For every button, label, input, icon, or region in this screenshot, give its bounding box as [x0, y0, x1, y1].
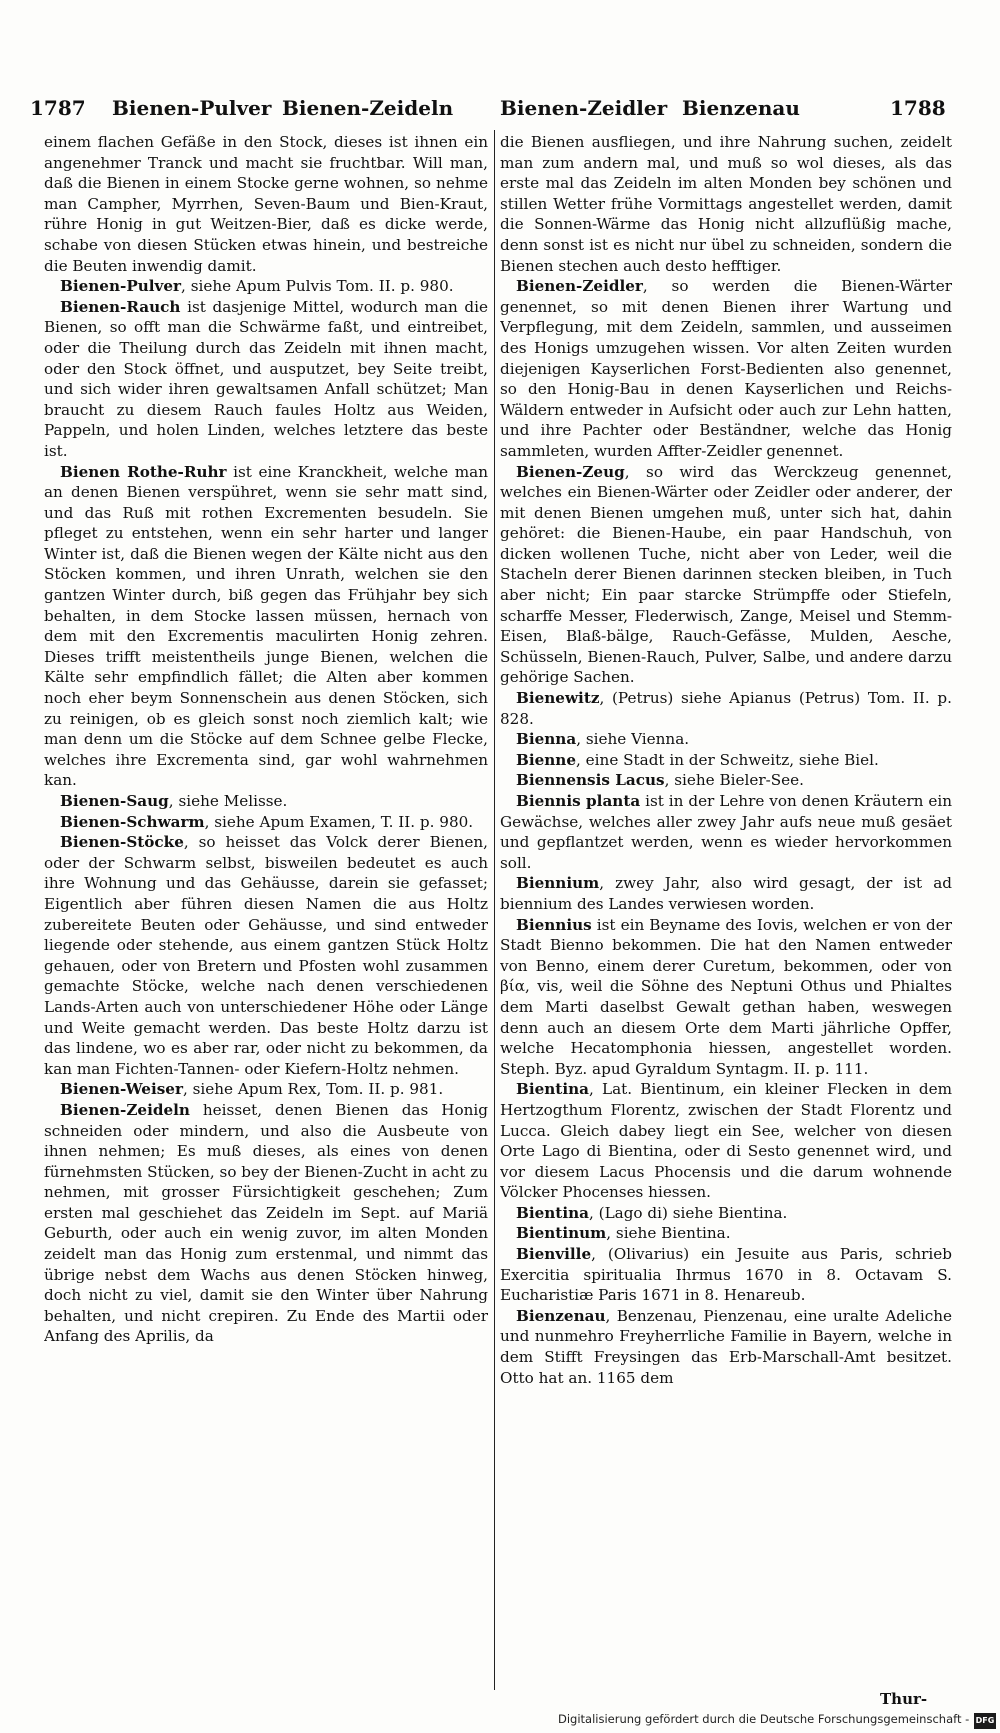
entry-lemma: Biennium — [516, 874, 600, 893]
entry-text: die Bienen ausfliegen, und ihre Nahrung suchen, zeidelt man zum andern mal, und muß so wol dieses, als das erste mal das Zeideln im alten Monden bey schönen und stillen Wetter frühe Vormittags angestellet werden, damit die Sonnen-Wärme das Honig nicht allzuflüßig mache, denn sonst ist es nicht nur übel zu schneiden, sondern die Bienen stechen auch desto hefftiger. — [500, 133, 952, 275]
right-text-column — [500, 132, 952, 1677]
dictionary-entry — [500, 276, 952, 461]
entry-lemma: Bienen-Zeideln — [60, 1100, 190, 1119]
entry-lemma: Bienen-Stöcke — [60, 833, 184, 852]
entry-lemma: Bienville — [516, 1245, 592, 1264]
digitization-credit: Digitalisierung gefördert durch die Deutsche Forschungsgemeinschaft - — [558, 1712, 970, 1726]
dictionary-entry — [500, 873, 952, 914]
dictionary-entry — [500, 1203, 952, 1224]
entry-text: einem flachen Gefäße in den Stock, dieses ist ihnen ein angenehmer Tranck und macht sie fruchtbar. Will man, daß die Bienen in einem Stocke gerne wohnen, so nehme man Campher, Myrrhen, Seven-Baum und Bien-Kraut, rühre Honig in gut Weitzen-Bier, daß es dicke werde, schabe von diesen Stücken etwas hinein, und bestreiche die Beuten inwendig damit. — [44, 133, 488, 275]
dictionary-entry — [44, 1100, 488, 1347]
entry-text: , siehe Vienna. — [576, 730, 690, 749]
entry-lemma: Biennius — [516, 915, 592, 934]
entry-lemma: Biennensis Lacus — [516, 771, 665, 790]
entry-text: , (Petrus) siehe Apianus (Petrus) Tom. II. p. 828. — [500, 689, 952, 728]
entry-lemma: Bientina — [516, 1080, 589, 1099]
entry-text: , siehe Bientina. — [606, 1224, 731, 1243]
dictionary-entry — [44, 297, 488, 462]
column-divider — [494, 130, 495, 1690]
dictionary-entry — [44, 791, 488, 812]
dictionary-entry — [44, 462, 488, 792]
entry-lemma: Bienewitz — [516, 689, 600, 708]
entry-text: , so heisset das Volck derer Bienen, oder der Schwarm selbst, bisweilen bedeutet es auch ihre Wohnung und das Gehäusse, darein sie gefasset; Eigentlich aber führen diesen Namen die aus Holtz zubereitete Beuten oder Gehäusse, und sind entweder liegende oder stehende, aus einem gantzen Stück Holtz gehauen, oder von Bretern und Pfosten wohl zusammen gemachte Stöcke, welche nach denen verschiedenen Lands-Arten auch von unterschiedener Höhe oder Länge und Weite gemacht werden. Das beste Holtz darzu ist das lindene, wo es aber rar, oder nicht zu bekommen, da kan man Fichten-Tannen- oder Kiefern-Holtz nehmen. — [44, 833, 488, 1078]
dictionary-entry — [500, 770, 952, 791]
entry-lemma: Bienen-Pulver — [60, 277, 182, 296]
dictionary-entry — [500, 791, 952, 873]
entry-lemma: Bienen-Weiser — [60, 1080, 183, 1099]
dictionary-entry — [44, 276, 488, 297]
dictionary-entry — [500, 462, 952, 689]
entry-text: , siehe Apum Rex, Tom. II. p. 981. — [182, 1080, 444, 1099]
dictionary-entry — [500, 132, 952, 276]
dictionary-entry — [500, 1306, 952, 1388]
entry-text: ist ein Beyname des Iovis, welchen er von der Stadt Bienno bekommen. Die hat den Namen entweder von Benno, einem derer Curetum, bekommen, oder von βία, vis, weil die Söhne des Neptuni Othus und Phialtes dem Marti daselbst Gewalt gethan haben, weswegen denn auch an diesem Orte dem Marti jährliche Opffer, welche Hecatomphonia hiessen, angestellet worden. Steph. Byz. apud Gyraldum Syntagm. II. p. 111. — [500, 915, 952, 1078]
entry-text: , Lat. Bientinum, ein kleiner Flecken in dem Hertzogthum Florentz, zwischen der Stadt Florentz und Lucca. Gleich dabey liegt ein See, welcher von diesen Orte Lago di Bientina, oder di Sesto genennet wird, und vor diesem Lacus Phocensis und die darum wohnende Völcker Phocenses hiessen. — [500, 1080, 952, 1202]
catchword: Thur- — [880, 1690, 928, 1708]
entry-lemma: Bienen-Zeidler — [516, 277, 643, 296]
entry-lemma: Bienen-Schwarm — [60, 812, 205, 831]
dictionary-entry — [500, 1223, 952, 1244]
entry-lemma: Bienen-Saug — [60, 792, 169, 810]
entry-lemma: Bienzenau — [516, 1306, 606, 1325]
entry-text: , (Lago di) siehe Bientina. — [588, 1203, 788, 1222]
entry-text: , siehe Melisse. — [168, 792, 288, 810]
dictionary-entry — [44, 812, 488, 833]
entry-lemma: Biennis planta — [516, 792, 641, 810]
entry-text: , siehe Apum Pulvis Tom. II. p. 980. — [181, 277, 454, 296]
right-header-word-1: Bienen-Zeidler — [500, 96, 668, 120]
left-text-column — [44, 132, 488, 1692]
left-header-word-1: Bienen-Pulver — [112, 96, 272, 120]
entry-lemma: Bienen Rothe-Ruhr — [60, 462, 227, 481]
left-header-word-2: Bienen-Zeideln — [282, 96, 454, 120]
entry-text: , zwey Jahr, also wird gesagt, der ist ad biennium des Landes verwiesen worden. — [500, 874, 952, 913]
entry-lemma: Bientina — [516, 1203, 589, 1222]
dictionary-entry — [44, 832, 488, 1079]
entry-lemma: Bienen-Rauch — [60, 297, 181, 316]
entry-lemma: Bienne — [516, 750, 577, 769]
entry-text: ist eine Kranckheit, welche man an denen Bienen verspühret, wenn sie sehr matt sind, und das Ruß mit rothen Excrementen besudeln. Sie pfleget zu entstehen, wenn ein sehr harter und langer Winter ist, daß die Bienen wegen der Kälte nicht aus den Stöcken kommen, und ihren Unrath, welchen sie den gantzen Winter durch, biß gegen das Frühjahr bey sich behalten, in dem Stocke lassen müssen, hernach von dem mit den Excrementis maculirten Honig zehren. Dieses trifft meistentheils junge Bienen, welchen die Kälte sehr empfindlich fället; die Alten aber kommen noch eher beym Sonnenschein aus denen Stöcken, sich zu reinigen, ob es gleich sonst noch ziemlich kalt; wie man denn um die Stöcke auf dem Schnee gelbe Flecke, welches ihre Excrementa sind, gar wohl wahrnehmen kan. — [44, 462, 488, 790]
entry-lemma: Bienna — [516, 730, 577, 749]
dfg-logo-icon: DFG — [974, 1713, 996, 1729]
entry-text: , Benzenau, Pienzenau, eine uralte Adeliche und nunmehro Freyherrliche Familie in Bayern, welche in dem Stifft Freysingen das Erb-Marschall-Amt besitzet. Otto hat an. 1165 dem — [500, 1306, 952, 1387]
entry-text: , eine Stadt in der Schweitz, siehe Biel. — [576, 750, 879, 769]
dictionary-entry — [500, 915, 952, 1080]
dictionary-entry — [500, 750, 952, 771]
entry-text: , so werden die Bienen-Wärter genennet, so mit denen Bienen ihrer Wartung und Verpflegung, mit dem Zeideln, sammlen, und ausseimen des Honigs umzugehen wissen. Vor alten Zeiten wurden diejenigen Kayserlichen Forst-Bedienten also genennet, so den Honig-Bau in denen Kayserlichen und Reichs-Wäldern entweder in Aufsicht oder auch zur Lehn hatten, und ihre Pachter oder Beständner, welche das Honig sammleten, wurden Affter-Zeidler genennet. — [500, 277, 952, 460]
dictionary-entry — [500, 1079, 952, 1203]
dictionary-entry — [500, 729, 952, 750]
dictionary-entry — [500, 1244, 952, 1306]
dictionary-entry — [44, 132, 488, 276]
entry-lemma: Bienen-Zeug — [516, 462, 625, 481]
entry-text: , so wird das Werckzeug genennet, welches ein Bienen-Wärter oder Zeidler oder anderer, der mit denen Bienen umgehen muß, unter sich hat, dahin gehöret: die Bienen-Haube, ein paar Handschuh, von dicken wollenen Tuche, nicht aber von Leder, weil die Stacheln derer Bienen darinnen stecken bleiben, in Tuch aber nicht; Ein paar starcke Strümpffe oder Stiefeln, scharffe Messer, Flederwisch, Zange, Meisel und Stemm-Eisen, Blaß-bälge, Rauch-Gefässe, Mulden, Aesche, Schüsseln, Bienen-Rauch, Pulver, Salbe, und andere darzu gehörige Sachen. — [500, 462, 952, 687]
entry-text: ist in der Lehre von denen Kräutern ein Gewächse, welches aller zwey Jahr aufs neue muß gesäet und gepflantzet werden, wenn es wieder hervorkommen soll. — [500, 792, 952, 872]
dictionary-entry — [44, 1079, 488, 1100]
right-header-word-2: Bienzenau — [682, 96, 800, 120]
right-page-number: 1788 — [890, 96, 946, 120]
entry-lemma: Bientinum — [516, 1224, 607, 1243]
entry-text: , siehe Apum Examen, T. II. p. 980. — [204, 812, 474, 831]
entry-text: heisset, denen Bienen das Honig schneiden oder mindern, und also die Ausbeute von ihnen nehmen; Es muß dieses, als eines von denen fürnehmsten Stücken, so bey der Bienen-Zucht in acht zu nehmen, mit grosser Fürsichtigkeit geschehen; Zum ersten mal geschiehet das Zeideln im Sept. auf Mariä Geburth, oder auch ein wenig zuvor, im alten Monden zeidelt man das Honig zum erstenmal, und nimmt das übrige nebst dem Wachs aus denen Stöcken hinweg, doch nicht zu viel, damit sie den Winter über Nahrung behalten, und nicht crepiren. Zu Ende des Martii oder Anfang des Aprilis, da — [44, 1100, 488, 1346]
dictionary-entry — [500, 688, 952, 729]
left-page-number: 1787 — [30, 96, 86, 120]
entry-text: , siehe Bieler-See. — [664, 771, 804, 790]
entry-text: ist dasjenige Mittel, wodurch man die Bienen, so offt man die Schwärme faßt, und eintreibet, oder die Theilung durch das Zeideln mit ihnen macht, oder den Stock öffnet, und ausputzet, bey Seite treibt, und sich wider ihren gewaltsamen Anfall schützet; Man braucht zu diesem Rauch faules Holtz aus Weiden, Pappeln, und holen Linden, welches letztere das beste ist. — [44, 297, 488, 460]
entry-text: , (Olivarius) ein Jesuite aus Paris, schrieb Exercitia spiritualia Ihrmus 1670 in 8. Octavam S. Eucharistiæ Paris 1671 in 8. Henareub. — [500, 1245, 952, 1305]
running-header — [30, 96, 970, 124]
